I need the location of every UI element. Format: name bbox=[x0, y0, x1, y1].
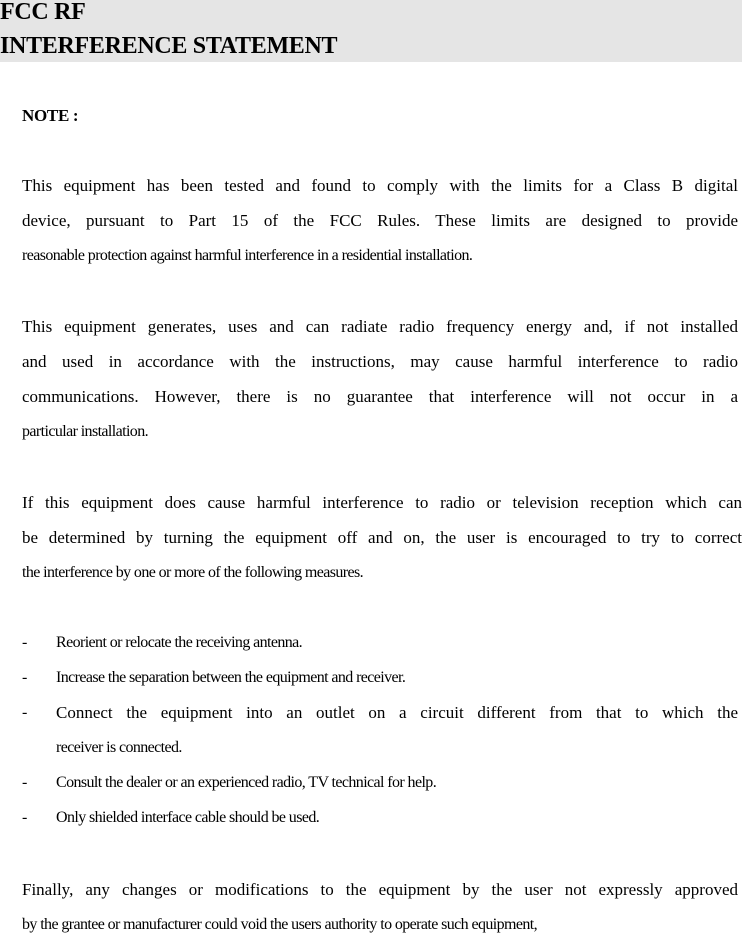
list-item bbox=[22, 773, 738, 808]
list-item bbox=[22, 668, 738, 703]
list-bullet: - bbox=[22, 809, 27, 826]
list-item-text: Consult the dealer or an experienced radio, TV technical for help. bbox=[56, 774, 437, 791]
paragraph-line: communications. However, there is no guarantee that interference will not occur in a bbox=[22, 387, 738, 406]
list-bullet: - bbox=[22, 704, 27, 721]
list-bullet: - bbox=[22, 634, 27, 651]
paragraph-line: This equipment generates, uses and can radiate radio frequency energy and, if not installed bbox=[22, 317, 738, 336]
list-item bbox=[22, 633, 738, 668]
paragraph-compliance bbox=[22, 176, 738, 281]
paragraph-line: Finally, any changes or modifications to the equipment by the user not expressly approved bbox=[22, 880, 738, 899]
paragraph-radiation bbox=[22, 317, 738, 457]
paragraph-line: reasonable protection against harmful interference in a residential installation. bbox=[22, 247, 473, 264]
list-item-text: Reorient or relocate the receiving antenna. bbox=[56, 634, 303, 651]
paragraph-line: by the grantee or manufacturer could void the users authority to operate such equipment, bbox=[22, 916, 538, 933]
list-item-text: Increase the separation between the equipment and receiver. bbox=[56, 669, 406, 686]
list-bullet: - bbox=[22, 669, 27, 686]
page-title-line-1: FCC RF bbox=[0, 0, 86, 25]
paragraph-line: device, pursuant to Part 15 of the FCC Rules. These limits are designed to provide bbox=[22, 211, 738, 230]
list-item-text: receiver is connected. bbox=[56, 739, 182, 756]
paragraph-line: be determined by turning the equipment off and on, the user is encouraged to try to correct bbox=[22, 528, 742, 547]
note-label: NOTE : bbox=[22, 106, 79, 125]
list-item bbox=[22, 808, 738, 843]
paragraph-line: the interference by one or more of the following measures. bbox=[22, 564, 364, 581]
measures-list bbox=[22, 633, 738, 843]
paragraph-line: This equipment has been tested and found to comply with the limits for a Class B digital bbox=[22, 176, 738, 195]
page-title-line-2: INTERFERENCE STATEMENT bbox=[0, 33, 338, 59]
paragraph-line: and used in accordance with the instructions, may cause harmful interference to radio bbox=[22, 352, 738, 371]
list-bullet: - bbox=[22, 774, 27, 791]
list-item bbox=[22, 703, 738, 773]
paragraph-line: If this equipment does cause harmful interference to radio or television reception which can bbox=[22, 493, 742, 512]
paragraph-line: particular installation. bbox=[22, 423, 148, 440]
paragraph-correction bbox=[22, 493, 742, 598]
list-item-text: Connect the equipment into an outlet on a circuit different from that to which the bbox=[56, 703, 738, 722]
paragraph-closing bbox=[22, 880, 738, 950]
list-item-text: Only shielded interface cable should be used. bbox=[56, 809, 320, 826]
header-band bbox=[0, 0, 742, 62]
